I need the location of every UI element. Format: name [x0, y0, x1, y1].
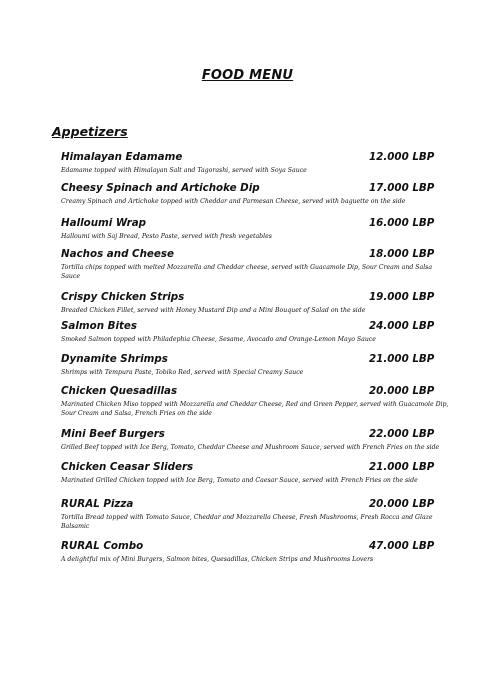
menu-item: [61, 151, 451, 182]
item-description: Marinated Chicken Miso topped with Mozzarella and Cheddar Cheese, Red and Green Pepper, served with Guacamole Dip, Sour Cream and Salsa, French Fries on the side: [61, 401, 449, 417]
item-name: RURAL Combo: [61, 540, 144, 552]
item-description: Tortilla chips topped with melted Mozzarella and Cheddar cheese, served with Guacamole Dip, Sour Cream and Salsa Sauce: [61, 264, 433, 280]
menu-item: [61, 540, 451, 570]
menu-item: [61, 320, 451, 353]
page-title: FOOD MENU: [201, 68, 294, 83]
item-price: 47.000 LBP: [369, 540, 435, 552]
item-price: 17.000 LBP: [369, 182, 435, 194]
item-name: Salmon Bites: [61, 320, 138, 332]
item-name: RURAL Pizza: [61, 498, 134, 510]
menu-item: [61, 461, 451, 498]
menu-item: [61, 428, 451, 461]
item-description: Shrimps with Tempura Paste, Tobiko Red, served with Special Creamy Sauce: [61, 369, 304, 376]
item-price: 20.000 LBP: [369, 385, 435, 397]
item-price: 22.000 LBP: [369, 428, 435, 440]
item-price: 21.000 LBP: [369, 461, 435, 473]
item-description: Creamy Spinach and Artichoke topped with Cheddar and Parmesan Cheese, served with baguette on the side: [61, 198, 406, 205]
item-name: Mini Beef Burgers: [61, 428, 165, 440]
menu-item: [61, 217, 451, 248]
item-price: 24.000 LBP: [369, 320, 435, 332]
item-name: Halloumi Wrap: [61, 217, 147, 229]
item-price: 18.000 LBP: [369, 248, 435, 260]
item-name: Chicken Ceasar Sliders: [61, 461, 194, 473]
menu-item: [61, 291, 451, 320]
menu-item: [61, 182, 451, 217]
item-name: Nachos and Cheese: [61, 248, 174, 260]
item-name: Himalayan Edamame: [61, 151, 183, 163]
item-description: Tortilla Bread topped with Tomato Sauce, Cheddar and Mozzarella Cheese, Fresh Mushrooms, Fresh Rocca and Glaze Balsamic: [61, 514, 433, 530]
item-price: 12.000 LBP: [369, 151, 435, 163]
item-name: Crispy Chicken Strips: [61, 291, 185, 303]
item-description: Grilled Beef topped with Ice Berg, Tomato, Cheddar Cheese and Mushroom Sauce, served with French Fries on the side: [61, 444, 440, 451]
item-price: 20.000 LBP: [369, 498, 435, 510]
item-description: Marinated Grilled Chicken topped with Ice Berg, Tomato and Caesar Sauce, served with French Fries on the side: [61, 477, 418, 484]
menu-item: [61, 248, 451, 291]
item-name: Chicken Quesadillas: [61, 385, 178, 397]
item-price: 21.000 LBP: [369, 353, 435, 365]
menu-item: [61, 353, 451, 385]
item-description: Breaded Chicken Fillet, served with Honey Mustard Dip and a Mini Bouquet of Salad on the side: [61, 307, 366, 314]
item-name: Dynamite Shrimps: [61, 353, 168, 365]
item-name: Cheesy Spinach and Artichoke Dip: [61, 182, 260, 194]
item-price: 16.000 LBP: [369, 217, 435, 229]
menu-item: [61, 385, 451, 428]
section-title: Appetizers: [52, 124, 128, 139]
menu-item: [61, 498, 451, 540]
menu-items: [61, 151, 451, 570]
item-price: 19.000 LBP: [369, 291, 435, 303]
item-description: Smoked Salmon topped with Philadephia Cheese, Sesame, Avocado and Orange-Lemon Mayo Sauce: [61, 336, 376, 343]
item-description: Edamame topped with Himalayan Salt and Tagorashi, served with Soya Sauce: [61, 167, 307, 174]
item-description: Halloumi with Saj Bread, Pesto Paste, served with fresh vegetables: [61, 233, 272, 240]
item-description: A delightful mix of Mini Burgers, Salmon bites, Quesadillas, Chicken Strips and Mushrooms Lovers: [61, 556, 374, 563]
